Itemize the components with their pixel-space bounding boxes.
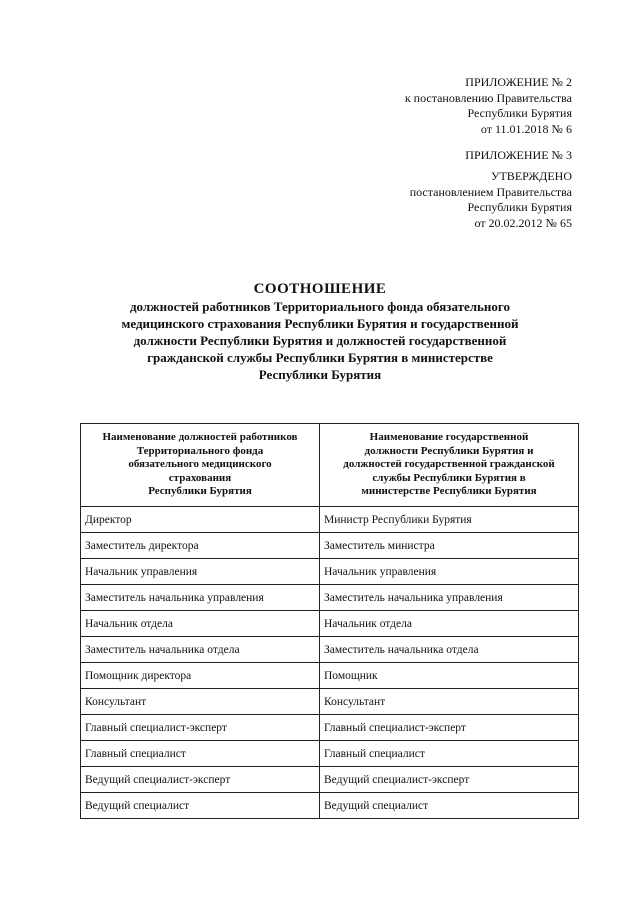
- state-position-cell: Министр Республики Бурятия: [320, 507, 579, 533]
- fund-position-cell: Помощник директора: [81, 663, 320, 689]
- document-title: [60, 280, 580, 383]
- fund-position-cell: Начальник отдела: [81, 611, 320, 637]
- table-row: [81, 793, 579, 819]
- appendix-2-ref: к постановлению Правительства: [404, 90, 572, 105]
- appendix-2-date: от 11.01.2018 № 6: [480, 121, 572, 136]
- table-row: [81, 585, 579, 611]
- table-row: [81, 507, 579, 533]
- appendix-2-republic: Республики Бурятия: [467, 106, 572, 120]
- state-position-cell: Консультант: [320, 689, 579, 715]
- table-row: [81, 637, 579, 663]
- state-position-cell: Помощник: [320, 663, 579, 689]
- state-position-cell: Заместитель министра: [320, 533, 579, 559]
- state-position-cell: Ведущий специалист-эксперт: [320, 767, 579, 793]
- approved-date: от 20.02.2012 № 65: [474, 215, 572, 230]
- appendix-3-block: [465, 148, 572, 164]
- fund-position-cell: Главный специалист: [81, 741, 320, 767]
- table-row: [81, 741, 579, 767]
- fund-position-cell: Директор: [81, 507, 320, 533]
- table-row: [81, 715, 579, 741]
- fund-position-cell: Заместитель директора: [81, 533, 320, 559]
- appendix-2-label: ПРИЛОЖЕНИЕ № 2: [465, 75, 572, 89]
- table-row: [81, 533, 579, 559]
- table-row: [81, 767, 579, 793]
- approved-ref: постановлением Правительства: [409, 184, 572, 199]
- table-header-row: [81, 424, 579, 507]
- approved-republic: Республики Бурятия: [467, 200, 572, 214]
- appendix-3-label: ПРИЛОЖЕНИЕ № 3: [465, 148, 572, 162]
- state-position-cell: Заместитель начальника отдела: [320, 637, 579, 663]
- table-row: [81, 663, 579, 689]
- fund-position-cell: Консультант: [81, 689, 320, 715]
- fund-position-cell: Главный специалист-эксперт: [81, 715, 320, 741]
- table-row: [81, 559, 579, 585]
- state-position-cell: Начальник управления: [320, 559, 579, 585]
- table-row: [81, 611, 579, 637]
- fund-position-cell: Ведущий специалист: [81, 793, 320, 819]
- title-subtitle: должностей работников Территориального фонда обязательного медицинского страхования Республики Бурятия и государственной должности Республики Бурятия и должностей государственной гражданской службы Республики Бурятия в министерстве Республики Бурятия: [121, 299, 519, 382]
- appendix-2-block: [405, 75, 572, 137]
- header-fund-positions: Наименование должностей работников Территориального фонда обязательного медицинского страхования Республики Бурятия: [81, 424, 320, 507]
- state-position-cell: Главный специалист: [320, 741, 579, 767]
- table-row: [81, 689, 579, 715]
- approved-block: [410, 169, 572, 231]
- fund-position-cell: Заместитель начальника отдела: [81, 637, 320, 663]
- position-mapping-table: [80, 423, 579, 819]
- fund-position-cell: Заместитель начальника управления: [81, 585, 320, 611]
- state-position-cell: Главный специалист-эксперт: [320, 715, 579, 741]
- title-main: СООТНОШЕНИЕ: [253, 281, 387, 297]
- approved-label: УТВЕРЖДЕНО: [490, 169, 572, 183]
- header-state-positions: Наименование государственной должности Республики Бурятия и должностей государственной гражданской службы Республики Бурятия в министерстве Республики Бурятия: [320, 424, 579, 507]
- fund-position-cell: Начальник управления: [81, 559, 320, 585]
- state-position-cell: Ведущий специалист: [320, 793, 579, 819]
- state-position-cell: Начальник отдела: [320, 611, 579, 637]
- fund-position-cell: Ведущий специалист-эксперт: [81, 767, 320, 793]
- state-position-cell: Заместитель начальника управления: [320, 585, 579, 611]
